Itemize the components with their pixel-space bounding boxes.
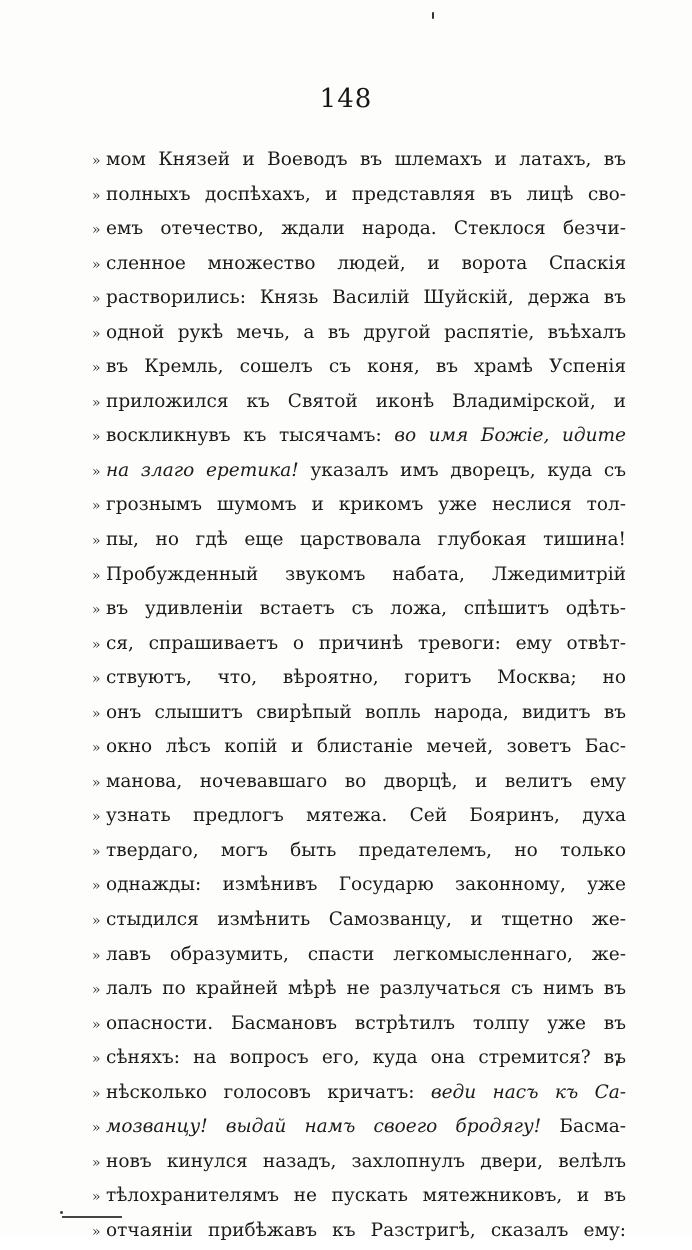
line-text [106,419,626,454]
line-text-regular: опасности. Басмановъ встрѣтилъ толпу уже въ [106,1012,626,1034]
ink-speck [432,12,434,19]
line-text-regular: грознымъ шумомъ и крикомъ уже неслися тол- [106,494,626,516]
line-text-regular: указалъ имъ дворецъ, куда съ [298,459,626,481]
text-line [92,903,626,938]
text-line [92,419,626,454]
quote-mark: » [92,809,101,826]
text-line [92,143,626,178]
quote-mark: » [92,1120,101,1137]
quote-mark: » [92,222,101,239]
quote-mark: » [92,1223,101,1240]
line-text [106,765,626,800]
text-line [92,178,626,213]
line-text [106,1214,626,1249]
quote-mark: » [92,740,101,757]
text-line [92,592,626,627]
line-text-italic: во имя Божіе, идите [394,425,626,447]
quote-mark: » [92,325,101,342]
text-line [92,1007,626,1042]
quote-mark: » [92,187,101,204]
quote-mark: » [92,1189,101,1206]
line-text-regular: узнать предлогъ мятежа. Сей Бояринъ, духа [106,805,626,827]
quote-mark: » [92,1051,101,1068]
text-line [92,661,626,696]
quote-mark: » [92,636,101,653]
line-text [106,316,626,351]
line-text [106,143,626,178]
line-text [106,868,626,903]
text-line [92,834,626,869]
line-text-regular: сѣняхъ: на вопросъ его, куда она стремится? въ [106,1047,626,1069]
line-text [106,696,626,731]
text-line [92,523,626,558]
line-text-regular: стыдился измѣнить Самозванцу, и тщетно же- [106,909,626,931]
line-text-regular: ся, спрашиваетъ о причинѣ тревоги: ему отвѣт- [106,632,626,654]
quote-mark: » [92,982,101,999]
text-line [92,488,626,523]
text-line [92,247,626,282]
line-text [106,627,626,662]
text-line [92,627,626,662]
line-text-regular: ствуютъ, что, вѣроятно, горитъ Москва; но [106,667,626,689]
quote-mark: » [92,1154,101,1171]
line-text-regular: емъ отечество, ждали народа. Стеклося безчи- [106,218,626,240]
line-text-italic: на злаго еретика! [106,459,299,481]
footer-rule [62,1216,122,1218]
quote-mark: » [92,671,101,688]
text-line [92,1110,626,1145]
text-line [92,454,626,489]
line-text [106,903,626,938]
text-line [92,1145,626,1180]
quote-mark: » [92,602,101,619]
line-text-regular: отчаяніи прибѣжавъ къ Разстригѣ, сказалъ ему: [106,1219,626,1241]
line-text-regular: лалъ по крайней мѣрѣ не разлучаться съ нимъ въ [106,978,626,1000]
line-text [106,178,626,213]
line-text-regular: лавъ образумить, спасти легкомысленнаго, же- [106,943,626,965]
line-text [106,350,626,385]
text-line [92,558,626,593]
text-line [92,281,626,316]
text-line [92,316,626,351]
quote-mark: » [92,1085,101,1102]
text-line [92,730,626,765]
line-text-regular: мом Князей и Воеводъ въ шлемахъ и латахъ, въ [106,149,626,170]
line-text [106,1076,626,1111]
quote-mark: » [92,947,101,964]
line-text-regular: нѣсколько голосовъ кричатъ: [106,1081,431,1103]
quote-mark: » [92,429,101,446]
line-text-regular: въ Кремль, сошелъ съ коня, въ храмѣ Успенія [106,356,626,378]
line-text-italic: мозванцу! выдай намъ своего бродягу! [106,1116,542,1138]
text-line [92,1179,626,1214]
quote-mark: » [92,394,101,411]
line-text [106,972,626,1007]
footer-mark [60,1211,63,1214]
line-text [106,938,626,973]
line-text [106,1007,626,1042]
quote-mark: » [92,774,101,791]
line-text-regular: тѣлохранителямъ не пускать мятежниковъ, и въ [106,1185,626,1207]
line-text-regular: Басма- [541,1116,626,1138]
quote-mark: » [92,567,101,584]
line-text [106,661,626,696]
line-text-regular: Пробужденный звукомъ набата, Лжедимитрій [106,563,626,585]
text-line [92,385,626,420]
text-line [92,350,626,385]
text-line [92,696,626,731]
line-text-regular: воскликнувъ къ тысячамъ: [106,425,395,447]
quote-mark: » [92,153,101,169]
line-text-italic: веди насъ къ Са- [430,1081,626,1103]
text-line [92,1214,626,1249]
line-text [106,212,626,247]
line-text [106,799,626,834]
quote-mark: » [92,256,101,273]
line-text-regular: твердаго, могъ быть предателемъ, но только [106,839,626,861]
line-text [106,281,626,316]
line-text [106,1179,626,1214]
body-text [92,143,626,1249]
quote-mark: » [92,463,101,480]
text-line [92,1076,626,1111]
text-line [92,868,626,903]
quote-mark: » [92,913,101,930]
line-text-regular: сленное множество людей, и ворота Спаскія [106,252,626,274]
line-text-regular: окно лѣсъ копій и блистаніе мечей, зоветъ Бас- [106,736,626,758]
text-line [92,1041,626,1076]
line-text-regular: полныхъ доспѣхахъ, и представляя въ лицѣ сво- [106,183,626,205]
line-text [106,834,626,869]
line-text-regular: манова, ночевавшаго во дворцѣ, и велитъ ему [106,770,626,792]
line-text-regular: новъ кинулся назадъ, захлопнулъ двери, велѣлъ [106,1150,626,1172]
line-text-regular: однажды: измѣнивъ Государю законному, уже [106,874,626,896]
text-line [92,972,626,1007]
quote-mark: » [92,843,101,860]
quote-mark: » [92,533,101,550]
quote-mark: » [92,1016,101,1033]
line-text-regular: пы, но гдѣ еще царствовала глубокая тишина! [106,529,626,551]
line-text [106,454,626,489]
line-text-regular: одной рукѣ мечь, а въ другой распятіе, въѣхалъ [106,321,626,343]
line-text-regular: приложился къ Святой иконѣ Владимірской, и [106,390,626,412]
line-text-regular: растворились: Князь Василій Шуйскій, держа въ [106,287,626,309]
line-text [106,1145,626,1180]
line-text [106,523,626,558]
text-line [92,938,626,973]
line-text [106,1041,626,1076]
line-text-regular: въ удивленіи встаетъ съ ложа, спѣшитъ одѣть- [106,598,626,620]
quote-mark: » [92,360,101,377]
line-text [106,385,626,420]
page-number: 148 [319,84,373,114]
line-text [106,488,626,523]
quote-mark: » [92,498,101,515]
line-text [106,592,626,627]
line-text [106,558,626,593]
quote-mark: » [92,291,101,308]
line-text [106,730,626,765]
text-line [92,212,626,247]
line-text-regular: онъ слышитъ свирѣпый вопль народа, видитъ въ [106,701,626,723]
text-line [92,765,626,800]
quote-mark: » [92,878,101,895]
line-text [106,247,626,282]
line-text [106,1110,626,1145]
text-line [92,799,626,834]
quote-mark: » [92,705,101,722]
